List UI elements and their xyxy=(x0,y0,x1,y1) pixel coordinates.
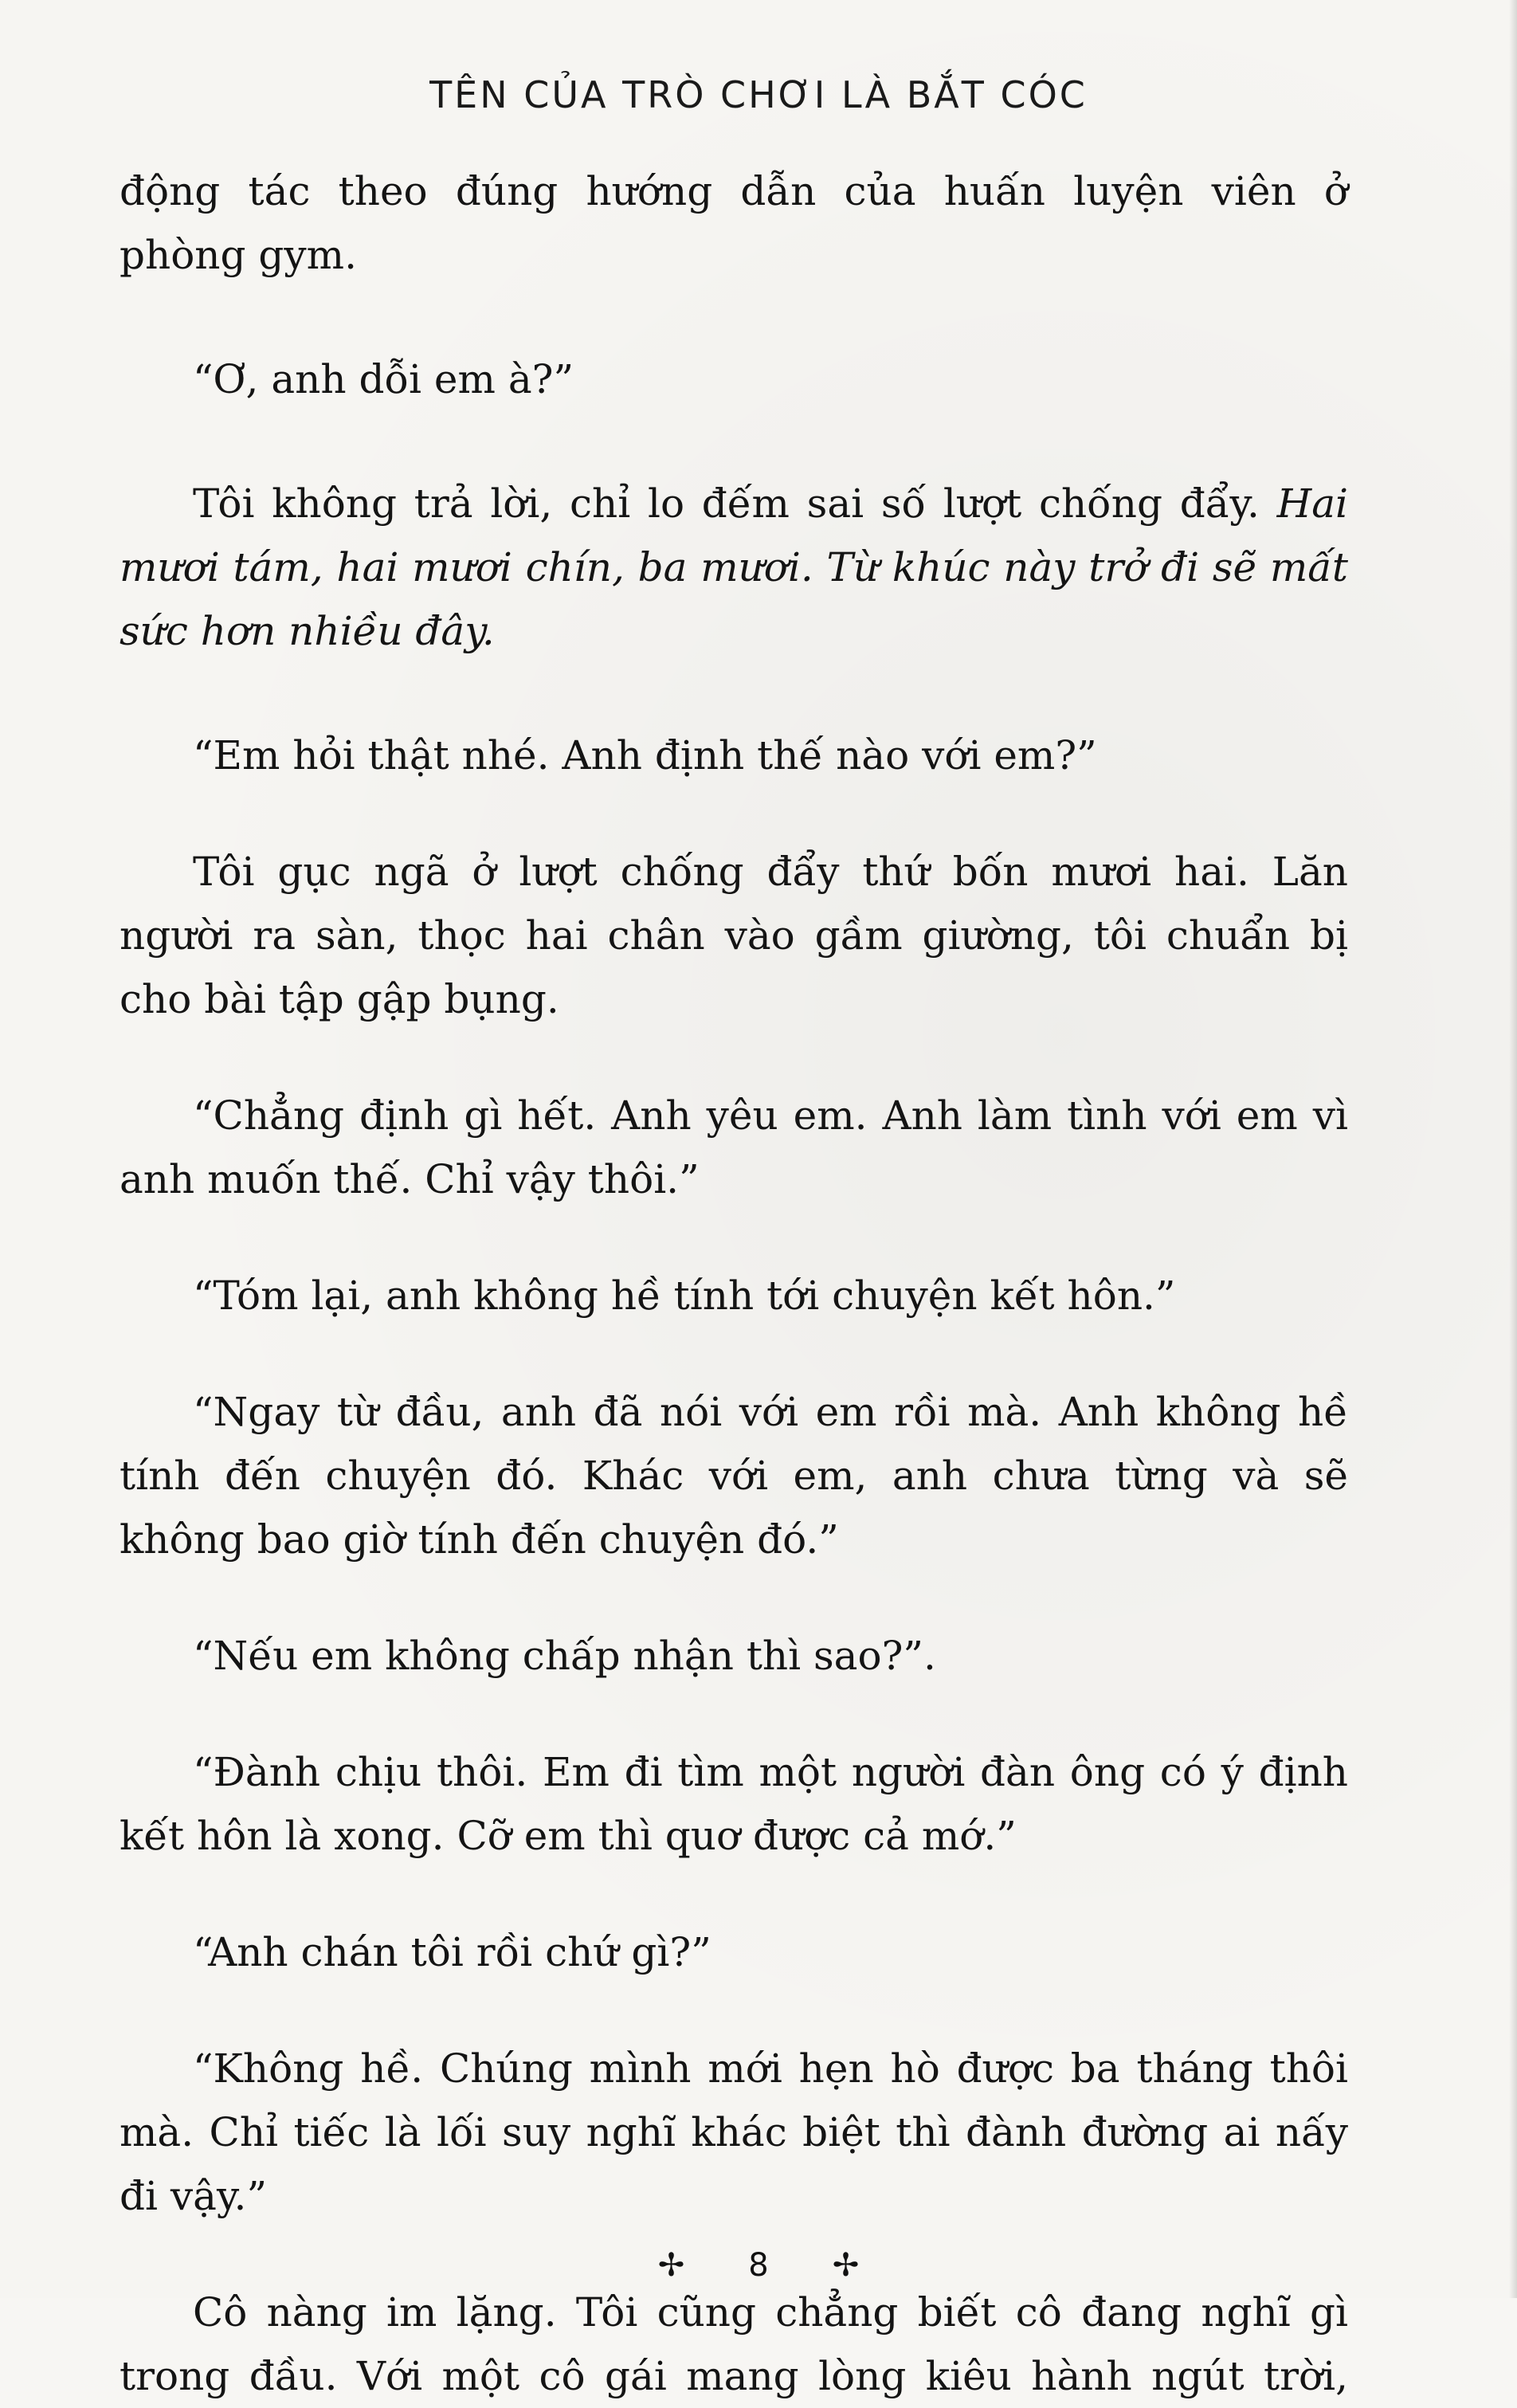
paragraph-line: “Đành chịu thôi. Em đi tìm một người đàn ông có ý định xyxy=(193,1749,1348,1795)
paragraph-text: Tôi không trả lời, chỉ lo đếm sai số lượt chống đẩy. xyxy=(193,480,1277,527)
paragraph-line: Tôi gục ngã ở lượt chống đẩy thứ bốn mươi hai. Lăn xyxy=(193,849,1348,895)
paragraph-line: phòng gym. xyxy=(120,232,357,278)
italic-thought-line: mươi tám, hai mươi chín, ba mươi. Từ khúc này trở đi sẽ mất xyxy=(120,544,1348,590)
running-header: TÊN CỦA TRÒ CHƠI LÀ BẮT CÓC xyxy=(429,73,1088,116)
ornament-right-icon: ✢ xyxy=(832,2247,860,2284)
paragraph-line: động tác theo đúng hướng dẫn của huấn luyện viên ở xyxy=(120,168,1348,214)
page-edge-shadow xyxy=(1509,0,1517,2298)
paragraph-line: “Tóm lại, anh không hề tính tới chuyện kết hôn.” xyxy=(193,1273,1176,1319)
paragraph-line: “Anh chán tôi rồi chứ gì?” xyxy=(193,1929,711,1975)
body-text xyxy=(120,159,1348,2408)
paragraph-line: đi vậy.” xyxy=(120,2173,268,2219)
italic-thought-line: sức hơn nhiều đây. xyxy=(120,608,495,654)
paragraph-line xyxy=(120,472,1348,535)
paragraph-line: không bao giờ tính đến chuyện đó.” xyxy=(120,1516,839,1563)
ornament-left-icon: ✢ xyxy=(657,2247,685,2284)
italic-thought: Hai xyxy=(1276,480,1348,527)
paragraph-line: “Ngay từ đầu, anh đã nói với em rồi mà. Anh không hề xyxy=(193,1389,1348,1435)
paragraph-line: người ra sàn, thọc hai chân vào gầm giường, tôi chuẩn bị xyxy=(120,912,1348,959)
page-number: 8 xyxy=(748,2247,769,2284)
paragraph-line: anh muốn thế. Chỉ vậy thôi.” xyxy=(120,1156,700,1202)
paragraph-line: mà. Chỉ tiếc là lối suy nghĩ khác biệt thì đành đường ai nấy xyxy=(120,2109,1348,2155)
paragraph-line: cho bài tập gập bụng. xyxy=(120,976,559,1022)
page-footer xyxy=(0,2247,1517,2284)
paragraph-line: “Không hề. Chúng mình mới hẹn hò được ba tháng thôi xyxy=(193,2045,1348,2092)
paragraph-line: “Em hỏi thật nhé. Anh định thế nào với em?” xyxy=(193,732,1097,778)
paragraph-line: “Chẳng định gì hết. Anh yêu em. Anh làm tình với em vì xyxy=(193,1092,1348,1139)
paragraph-line: “Nếu em không chấp nhận thì sao?”. xyxy=(193,1633,936,1679)
paragraph-line: “Ơ, anh dỗi em à?” xyxy=(193,356,574,402)
paragraph-line: Cô nàng im lặng. Tôi cũng chẳng biết cô đang nghĩ gì xyxy=(193,2289,1348,2335)
paragraph-line: trong đầu. Với một cô gái mang lòng kiêu hành ngút trời, xyxy=(120,2353,1348,2399)
paragraph-line: tính đến chuyện đó. Khác với em, anh chưa từng và sẽ xyxy=(120,1453,1348,1499)
paragraph-line: kết hôn là xong. Cỡ em thì quơ được cả mớ.” xyxy=(120,1813,1017,1859)
